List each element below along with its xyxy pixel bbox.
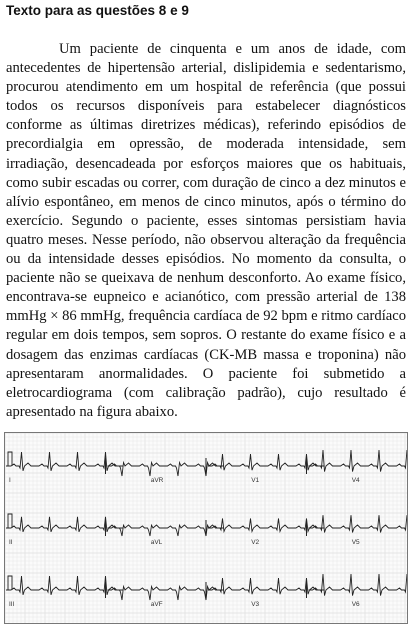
lead-label: III bbox=[9, 601, 15, 608]
lead-label: V4 bbox=[351, 477, 360, 484]
ecg-trace bbox=[309, 515, 408, 532]
lead-label: II bbox=[9, 539, 13, 546]
lead-label: V6 bbox=[351, 601, 360, 608]
lead-label: aVR bbox=[150, 477, 164, 484]
case-passage: Um paciente de cinquenta e um anos de idade, com antecedentes de hipertensão arterial, dislipidemia e sedentarismo, procurou atendimento em um hospital de referência (que possui todos os recursos disponíveis para estabelecer diagnósticos conforme as últimas diretrizes médicas), referindo episódios de precordialgia em opressão, de moderada intensidade, sem irradiação, desencadeada por esforços maiores que os habituais, como subir escadas ou correr, com duração de cinco a dez minutos e alívio espontâneo, em menos de cinco minutos, após o término do exercício. Segundo o paciente, esses sintomas persistiam havia quatro meses. Nesse período, não observou alteração da frequência ou da intensidade desses episódios. No momento da consulta, o paciente não se queixava de nenhum desconforto. Ao exame físico, encontrava-se eupneico e acianótico, com pressão arterial de 138 mmHg × 86 mmHg, frequência cardíaca de 92 bpm e ritmo cardíaco regular em dois tempos, sem sopros. O restante do exame físico e a dosagem das enzimas cardíacas (CK-MB massa e troponina) não apresentaram anormalidades. O paciente foi submetido a eletrocardiograma (com calibração padrão), cujo resultado é apresentado na figura abaixo. bbox=[6, 41, 406, 420]
lead-label: V3 bbox=[251, 601, 260, 608]
lead-label: V1 bbox=[251, 477, 260, 484]
section-heading: Texto para as questões 8 e 9 bbox=[6, 3, 189, 18]
lead-label: V5 bbox=[351, 539, 360, 546]
ecg-tracing bbox=[5, 433, 407, 623]
lead-label: aVF bbox=[150, 601, 163, 608]
lead-label: aVL bbox=[150, 539, 163, 546]
ecg-figure bbox=[4, 432, 408, 624]
lead-label: I bbox=[9, 477, 11, 484]
ecg-trace bbox=[309, 574, 408, 596]
lead-label: V2 bbox=[251, 539, 260, 546]
